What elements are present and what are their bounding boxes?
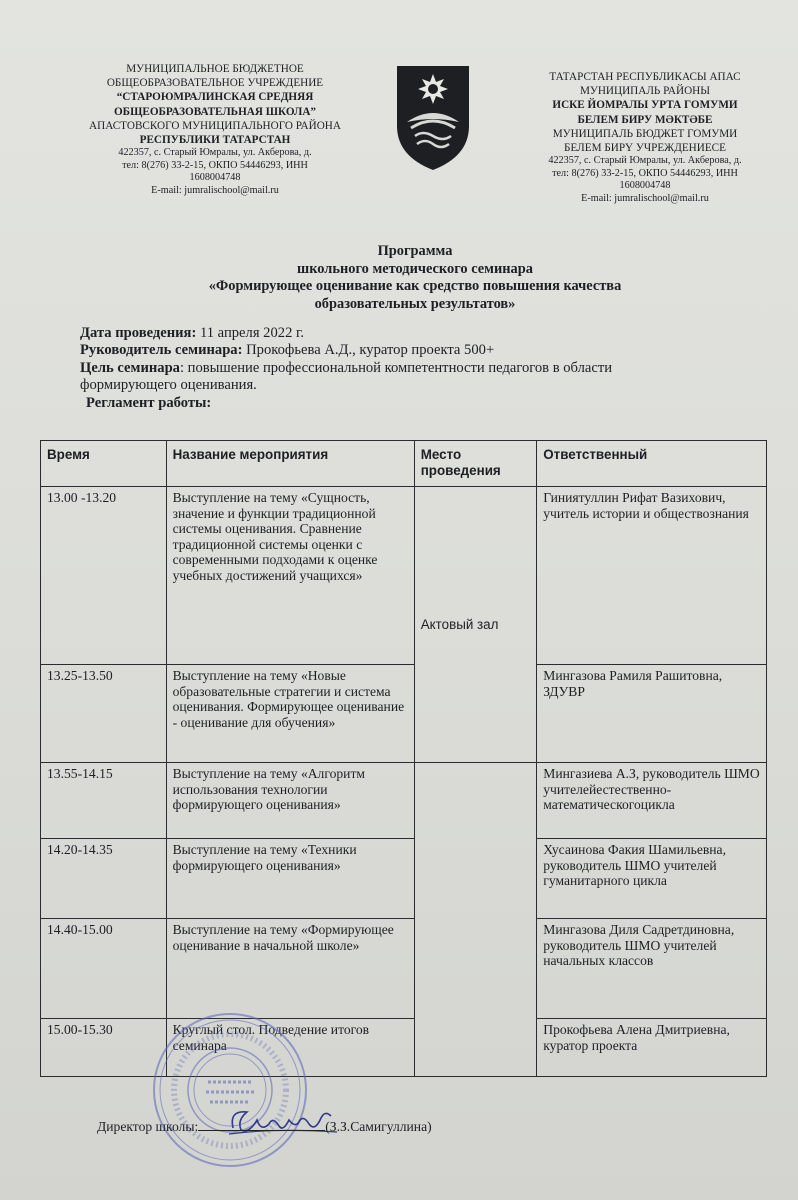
row-name: Выступление на тему «Формирующее оценивание в начальной школе» (166, 919, 414, 1019)
header-left-line6: РЕСПУБЛИКИ ТАТАРСТАН (139, 134, 291, 147)
row-time: 13.55-14.15 (41, 763, 167, 839)
header-time: Время (41, 441, 167, 487)
title-line3: «Формирующее оценивание как средство повышения качества (208, 278, 622, 294)
row-time: 13.25-13.50 (41, 665, 167, 763)
header-resp: Ответственный (537, 441, 767, 487)
leader-value: Прокофьева А.Д., куратор проекта 500+ (242, 342, 495, 359)
row-name: Выступление на тему «Техники формирующего оценивания» (166, 839, 414, 919)
header-right-address: 422357, с. Старый Юмралы, ул. Акберова, д. (548, 155, 742, 167)
table-row (41, 839, 767, 919)
schedule-table (40, 440, 767, 1077)
title-line1: Программа (377, 243, 453, 259)
signature-underline (198, 1118, 325, 1131)
header-place: Место проведения (414, 441, 537, 487)
row-name: Выступление на тему «Алгоритм использования технологии формирующего оценивания» (166, 763, 414, 839)
reglament-row (80, 395, 720, 412)
leader-label: Руководитель семинара: (80, 342, 243, 359)
title-line4: образовательных результатов» (314, 295, 516, 312)
header-left (60, 62, 370, 198)
seminar-info (80, 325, 720, 412)
header-name: Название мероприятия (166, 441, 414, 487)
goal-label: Цель семинара (80, 359, 180, 376)
row-resp: Мингазова Диля Садретдиновна, руководитель ШМО учителей начальных классов (537, 919, 767, 1019)
header-right (505, 70, 785, 206)
date-row (80, 325, 720, 342)
header-right-email: E-mail: jumralischool@mail.ru (581, 193, 709, 204)
table-row (41, 919, 767, 1019)
row-time: 14.40-15.00 (41, 919, 167, 1019)
header-left-line3: “СТАРОЮМРАЛИНСКАЯ СРЕДНЯЯ (116, 91, 314, 104)
row-name: Выступление на тему «Сущность, значение и функции традиционной системы оценивания. Сравнение традиционной системы оценки с современными подходами к оценке учебных достижений учащихся» (166, 487, 414, 665)
date-value: 11 апреля 2022 г. (196, 325, 304, 341)
header-right-line2: МУНИЦИПАЛЬ РАЙОНЫ (579, 85, 710, 98)
row-resp: Мингазова Рамиля Рашитовна, ЗДУВР (537, 665, 767, 763)
header-left-line4: ОБЩЕОБРАЗОВАТЕЛЬНАЯ ШКОЛА” (113, 105, 317, 118)
header-left-line1: МУНИЦИПАЛЬНОЕ БЮДЖЕТНОЕ (126, 63, 304, 75)
header-left-line5: АПАСТОВСКОГО МУНИЦИПАЛЬНОГО РАЙОНА (89, 119, 341, 132)
header-right-line6: БЕЛЕМ БИРҮ УЧРЕЖДЕНИЕСЕ (564, 142, 726, 155)
row-name: Круглый стол. Подведение итогов семинара (166, 1019, 414, 1077)
director-signature-line (97, 1118, 432, 1135)
director-label: Директор школы: (97, 1119, 199, 1134)
row-time: 15.00-15.30 (41, 1019, 167, 1077)
table-row (41, 763, 767, 839)
header-right-phone: тел: 8(276) 33-2-15, ОКПО 54446293, ИНН (552, 167, 738, 179)
goal-value-2: формирующего оценивания. (80, 377, 257, 394)
goal-row (80, 360, 720, 377)
header-right-inn: 1608004748 (619, 180, 671, 192)
header-left-address: 422357, с. Старый Юмралы, ул. Акберова, д. (118, 147, 312, 159)
row-place: Актовый зал (414, 487, 537, 763)
program-title (100, 243, 730, 313)
header-right-line5: МУНИЦИПАЛЬ БЮДЖЕТ ГОМУМИ (552, 127, 738, 140)
header-left-phone: тел: 8(276) 33-2-15, ОКПО 54446293, ИНН (122, 159, 308, 171)
leader-row (80, 342, 720, 359)
goal-value: : повышение профессиональной компетентности педагогов в области (179, 359, 613, 376)
header-left-inn: 1608004748 (189, 172, 241, 184)
row-resp: Мингазиева А.З, руководитель ШМО учителейестественно-математическогоцикла (537, 763, 767, 839)
header-right-line4: БЕЛЕМ БИРУ МӘКТӘБЕ (577, 113, 713, 126)
school-stamp-icon (150, 1010, 310, 1170)
row-resp: Прокофьева Алена Дмитриевна, куратор проекта (537, 1019, 767, 1077)
row-time: 13.00 -13.20 (41, 487, 167, 665)
coat-of-arms-icon (393, 64, 473, 172)
header-left-email: E-mail: jumralischool@mail.ru (151, 185, 279, 196)
table-row (41, 665, 767, 763)
header-right-line3: ИСКЕ ЙОМРАЛЫ УРТА ГОМУМИ (552, 99, 738, 112)
row-resp: Гиниятуллин Рифат Вазихович, учитель истории и обществознания (537, 487, 767, 665)
table-row (41, 487, 767, 665)
reglament-label: Регламент работы: (86, 394, 212, 411)
header-right-line1: ТАТАРСТАН РЕСПУБЛИКАСЫ АПАС (549, 71, 741, 83)
row-place-empty (414, 763, 537, 1077)
title-line2: школьного методического семинара (297, 260, 533, 277)
header-left-line2: ОБЩЕОБРАЗОВАТЕЛЬНОЕ УЧРЕЖДЕНИЕ (106, 77, 324, 90)
table-header-row (41, 441, 767, 487)
goal-row-2 (80, 377, 720, 394)
row-resp: Хусаинова Факия Шамильевна, руководитель ШМО учителей гуманитарного цикла (537, 839, 767, 919)
row-time: 14.20-14.35 (41, 839, 167, 919)
row-name: Выступление на тему «Новые образовательные стратегии и система оценивания. Формирующее оценивание - оценивание для обучения» (166, 665, 414, 763)
director-name: (З.З.Самигуллина) (325, 1119, 432, 1134)
date-label: Дата проведения: (80, 325, 197, 341)
